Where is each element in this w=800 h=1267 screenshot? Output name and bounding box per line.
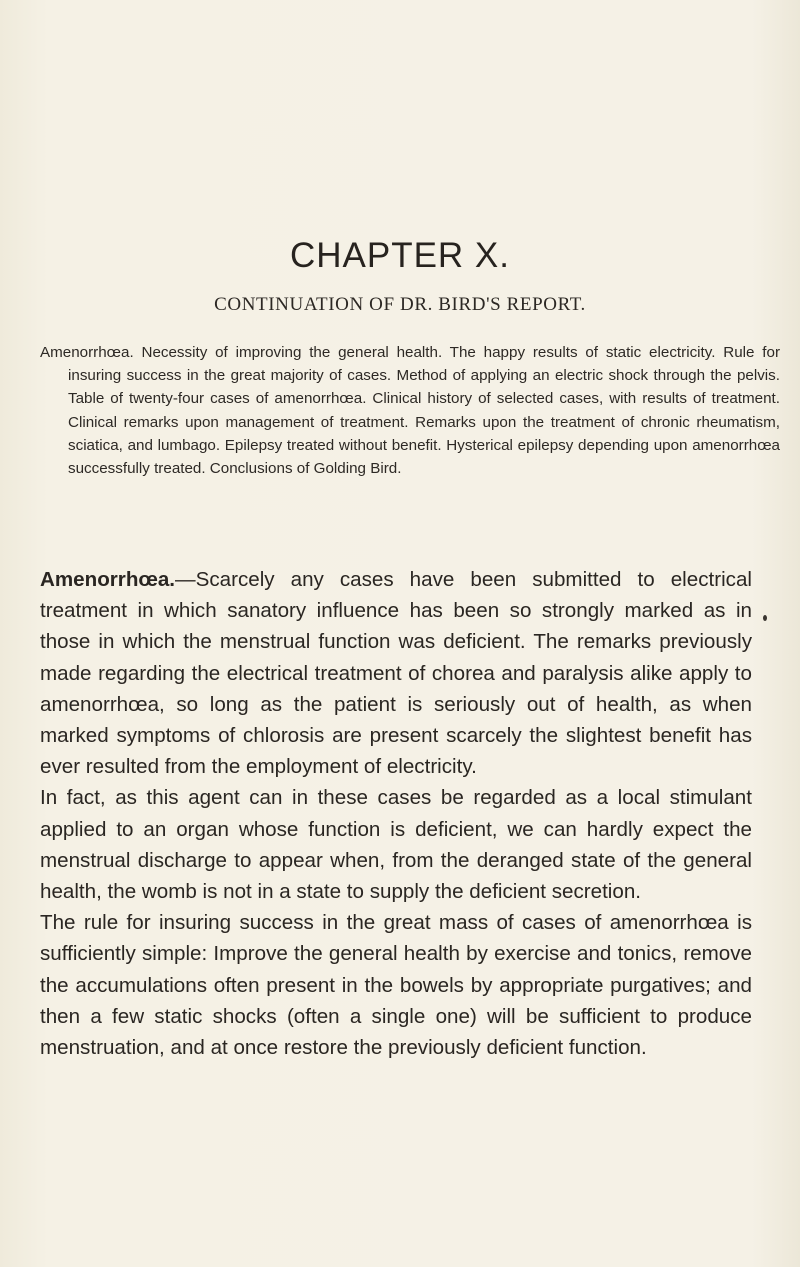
paragraph-lead-heading: Amenorrhœa.: [40, 568, 176, 591]
paragraph-1: [40, 564, 752, 782]
chapter-body: [40, 564, 752, 1063]
ink-speck: [763, 615, 767, 621]
paragraph-1-text: —Scarcely any cases have been submitted to electrical treatment in which sanatory influence has been so strongly marked as in those in which the menstrual function was deficient. The remarks previously made regarding the electrical treatment of chorea and paralysis alike apply to amenorrhœa, so long as the patient is seriously out of health, as when marked symptoms of chlorosis are present scarcely the slightest benefit has ever resulted from the employment of electricity.: [40, 568, 752, 779]
paragraph-2: In fact, as this agent can in these cases be regarded as a local stimulant applied to an organ whose function is deficient, we can hardly expect the menstrual discharge to appear when, from the deranged state of the general health, the womb is not in a state to supply the deficient secretion.: [40, 786, 752, 904]
chapter-title: CHAPTER X.: [289, 236, 511, 275]
chapter-summary: Amenorrhœa. Necessity of improving the general health. The happy results of static electricity. Rule for insuring success in the great majority of cases. Method of applying an electric shock through the pelvis. Table of twenty-four cases of amenorrhœa. Clinical history of selected cases, with results of treatment. Clinical remarks upon management of treatment. Remarks upon the treatment of chronic rheumatism, sciatica, and lumbago. Epilepsy treated without benefit. Hysterical epilepsy depending upon amenorrhœa successfully treated. Conclusions of Golding Bird.: [40, 344, 780, 478]
chapter-subtitle: CONTINUATION OF DR. BIRD'S REPORT.: [214, 294, 586, 315]
paragraph-3: The rule for insuring success in the great mass of cases of amenorrhœa is sufficiently simple: Improve the general health by exercise and tonics, remove the accumulations often present in the bowels by appropriate purgatives; and then a few static shocks (often a single one) will be sufficient to produce menstruation, and at once restore the previously deficient function.: [40, 911, 752, 1060]
